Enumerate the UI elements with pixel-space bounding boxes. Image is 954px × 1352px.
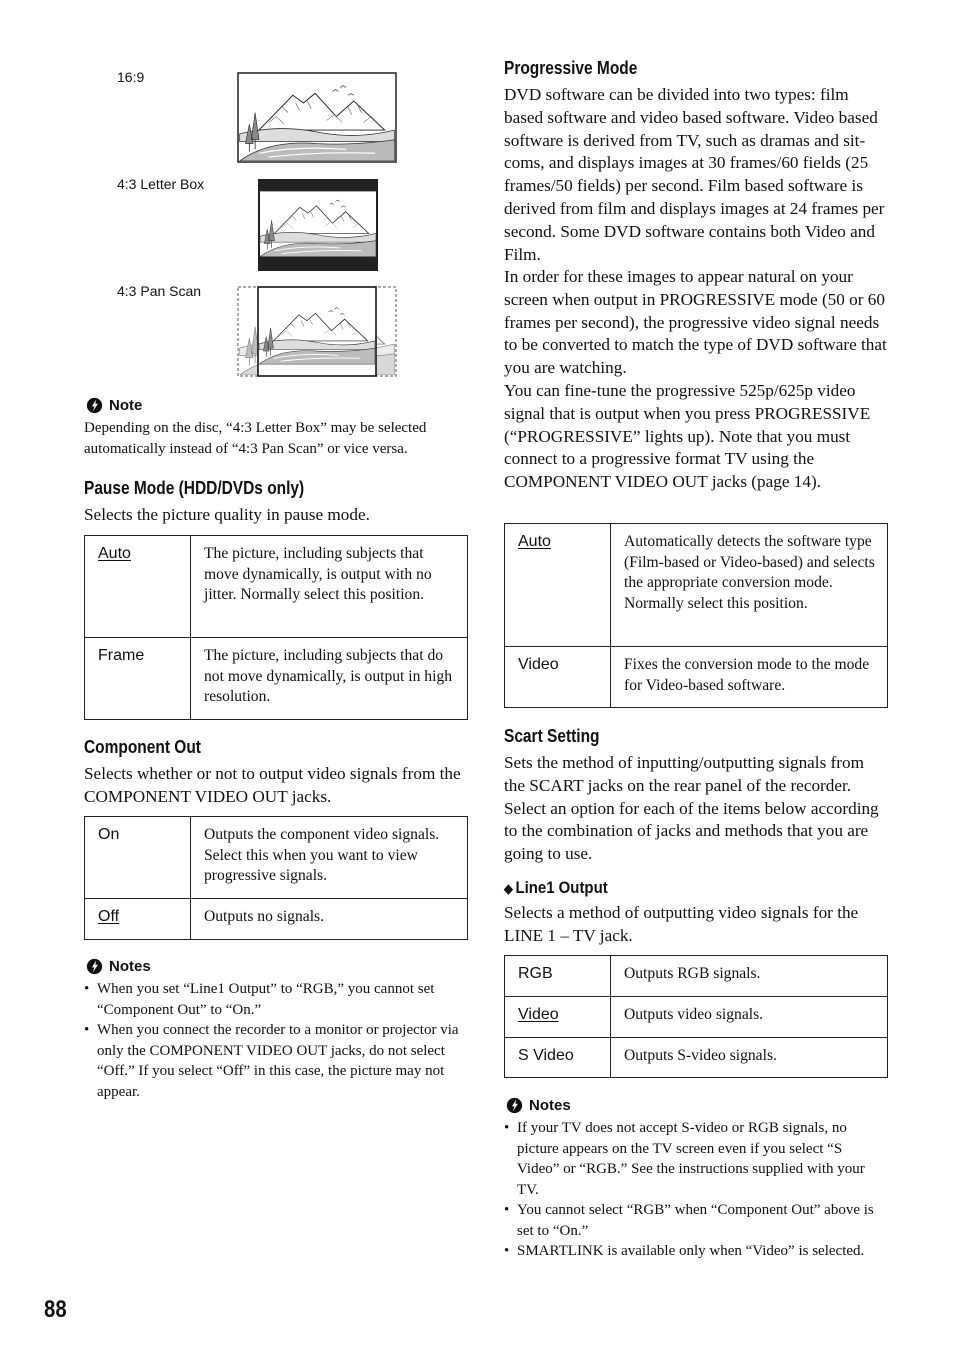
- list-item: • SMARTLINK is available only when “Video” is selected.: [504, 1241, 888, 1262]
- option-key: Video: [505, 647, 611, 708]
- note-label: Note: [109, 397, 143, 414]
- option-desc: Fixes the conversion mode to the mode for Video-based software.: [611, 647, 888, 708]
- option-key: Frame: [85, 638, 191, 720]
- line1-output-table: [504, 955, 888, 1078]
- option-key-label: Auto: [98, 545, 131, 562]
- option-key: [505, 997, 611, 1038]
- figure-16-9-image: [237, 72, 398, 164]
- option-key-label: Off: [98, 908, 120, 925]
- option-desc: Outputs no signals.: [191, 899, 468, 940]
- notes-list: [504, 1118, 888, 1262]
- table-row: [85, 536, 468, 638]
- table-row: [505, 1038, 888, 1078]
- notes-label: Notes: [109, 958, 151, 975]
- option-desc: The picture, including subjects that move dynamically, is output with no jitter. Normally select this position.: [191, 536, 468, 638]
- option-desc: Outputs the component video signals. Select this when you want to view progressive signals.: [191, 817, 468, 899]
- page-number: 88: [44, 1296, 67, 1323]
- option-key-label: Auto: [518, 533, 551, 550]
- component-out-heading: Component Out: [84, 737, 201, 757]
- option-key: [505, 524, 611, 647]
- option-key: [85, 536, 191, 638]
- progressive-mode-table: [504, 523, 888, 708]
- note-icon: [86, 958, 103, 975]
- diamond-bullet-icon: ◆: [504, 881, 513, 896]
- option-key: On: [85, 817, 191, 899]
- line1-output-intro: Selects a method of outputting video signals for the LINE 1 – TV jack.: [504, 903, 859, 945]
- list-item: • When you connect the recorder to a monitor or projector via only the COMPONENT VIDEO OUT jacks, do not select “Off.” If you select “Off” in this case, the picture may not appear.: [84, 1020, 468, 1102]
- notes-heading: [86, 958, 151, 975]
- figure-panscan-image: [237, 286, 398, 378]
- component-out-table: [84, 816, 468, 940]
- table-row: [85, 638, 468, 720]
- notes-label: Notes: [529, 1097, 571, 1114]
- list-item: • You cannot select “RGB” when “Component Out” above is set to “On.”: [504, 1200, 888, 1241]
- table-row: [505, 647, 888, 708]
- scart-setting-intro: Sets the method of inputting/outputting signals from the SCART jacks on the rear panel of the recorder. Select an option for each of the items below according to the combination of jacks and methods that you are going to use.: [504, 753, 879, 864]
- option-key: [85, 899, 191, 940]
- note-heading: [86, 397, 142, 414]
- progressive-mode-heading: Progressive Mode: [504, 58, 638, 78]
- progressive-mode-paragraph-1: DVD software can be divided into two types: film based software and video based software. Video based software is derived from TV, such as dramas and sit-coms, and displays images at 30 frames/60 fields (25 frames/50 fields) per second. Film based software is derived from film and displays images at 24 frames per second. Some DVD software contains both Video and Film.: [504, 85, 885, 264]
- figure-label-panscan: 4:3 Pan Scan: [117, 283, 202, 299]
- option-key: S Video: [505, 1038, 611, 1078]
- option-desc: Outputs video signals.: [611, 997, 888, 1038]
- option-key-label: Video: [518, 1006, 559, 1023]
- option-desc: The picture, including subjects that do not move dynamically, is output in high resolution.: [191, 638, 468, 720]
- notes-list: [84, 979, 468, 1102]
- line1-output-subheading: [504, 878, 608, 898]
- line1-output-label: Line1 Output: [515, 878, 608, 897]
- option-desc: Automatically detects the software type (Film-based or Video-based) and selects the appropriate conversion mode. Normally select this position.: [611, 524, 888, 647]
- progressive-mode-paragraph-2: In order for these images to appear natural on your screen when output in PROGRESSIVE mode (50 or 60 frames per second), the progressive video signal needs to be converted to match the type of DVD software that you are watching.: [504, 267, 887, 378]
- pause-mode-table: [84, 535, 468, 720]
- option-key: RGB: [505, 956, 611, 997]
- table-row: [505, 524, 888, 647]
- note-icon: [506, 1097, 523, 1114]
- pause-mode-heading: Pause Mode (HDD/DVDs only): [84, 478, 305, 498]
- figure-label-letterbox: 4:3 Letter Box: [117, 176, 205, 192]
- figure-label-16-9: 16:9: [117, 69, 145, 85]
- table-row: [505, 956, 888, 997]
- scart-setting-heading: Scart Setting: [504, 726, 600, 746]
- option-desc: Outputs RGB signals.: [611, 956, 888, 997]
- list-item: • When you set “Line1 Output” to “RGB,” you cannot set “Component Out” to “On.”: [84, 979, 468, 1020]
- note-text: Depending on the disc, “4:3 Letter Box” may be selected automatically instead of “4:3 Pan Scan” or vice versa.: [84, 420, 427, 457]
- pause-mode-intro: Selects the picture quality in pause mode.: [84, 505, 370, 524]
- progressive-mode-paragraph-3: You can fine-tune the progressive 525p/625p video signal that is output when you press PROGRESSIVE (“PROGRESSIVE” lights up). Note that you must connect to a progressive format TV using the COMPONENT VIDEO OUT jacks (page 14).: [504, 381, 871, 492]
- component-out-intro: Selects whether or not to output video signals from the COMPONENT VIDEO OUT jacks.: [84, 764, 461, 806]
- table-row: [85, 817, 468, 899]
- figure-letterbox-image: [258, 179, 379, 272]
- table-row: [85, 899, 468, 940]
- table-row: [505, 997, 888, 1038]
- option-desc: Outputs S-video signals.: [611, 1038, 888, 1078]
- list-item: • If your TV does not accept S-video or RGB signals, no picture appears on the TV screen even if you select “S Video” or “RGB.” See the instructions supplied with your TV.: [504, 1118, 888, 1200]
- notes-heading: [506, 1097, 571, 1114]
- note-icon: [86, 397, 103, 414]
